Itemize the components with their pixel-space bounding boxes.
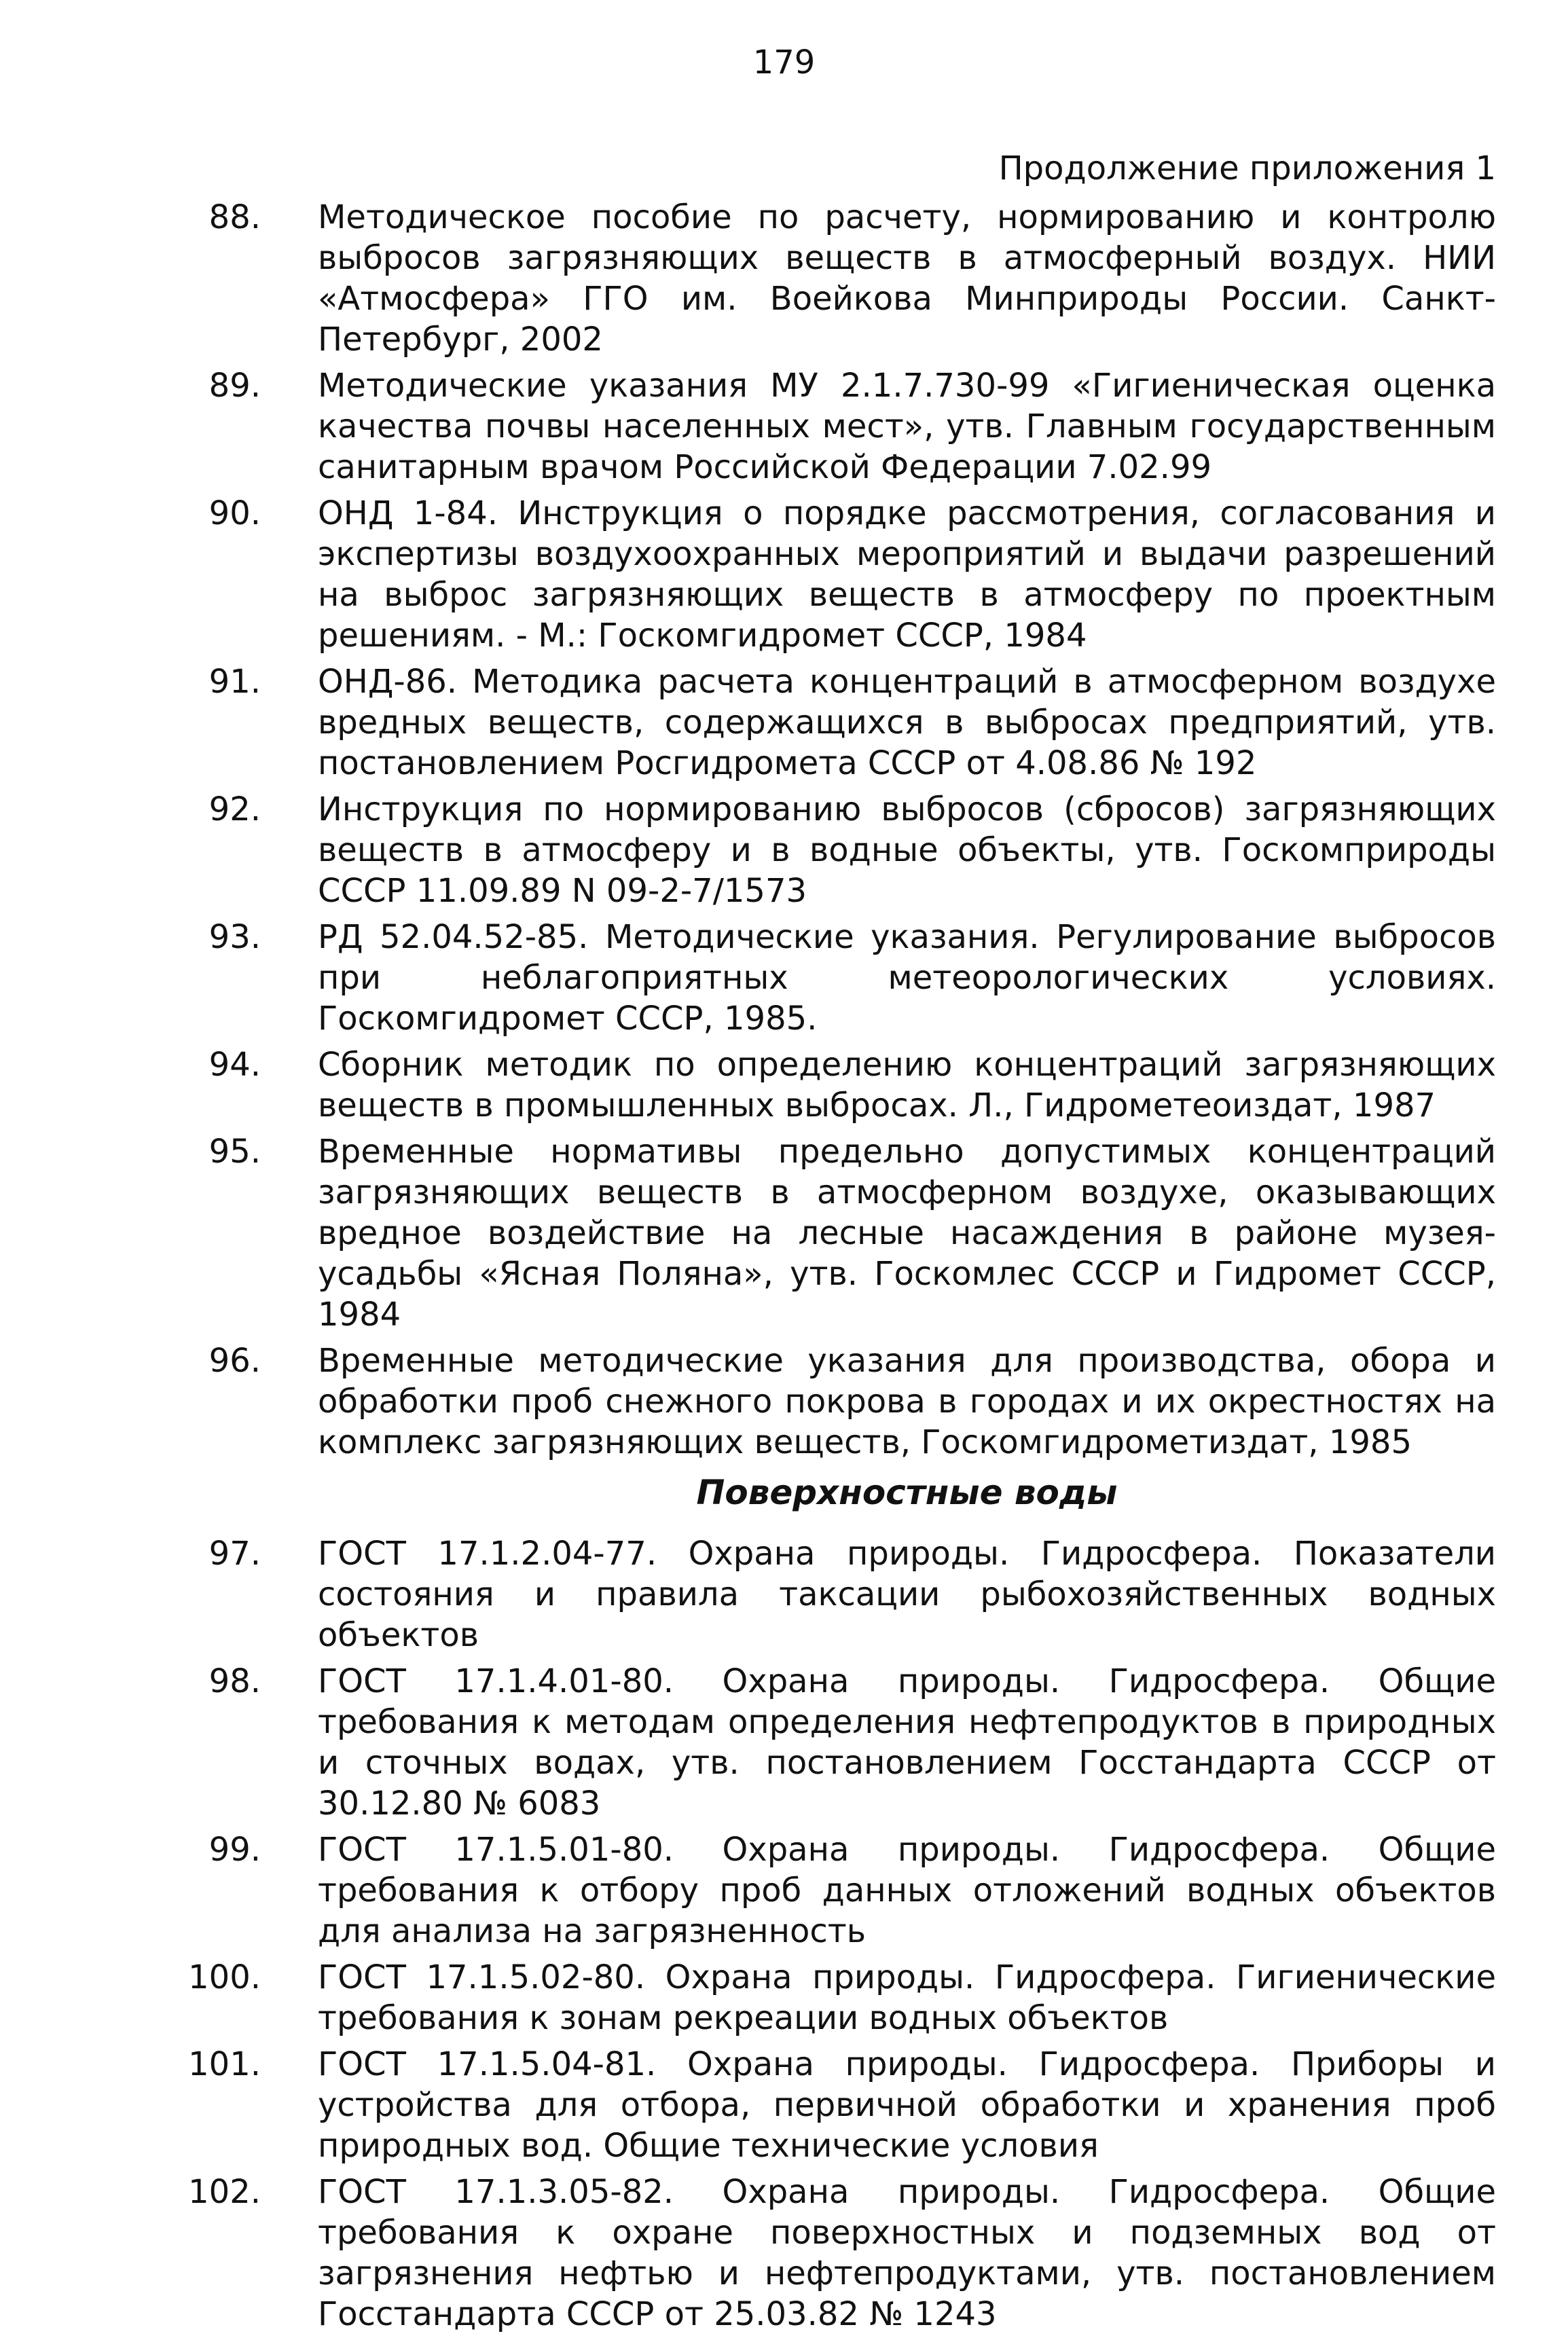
reference-item [0,493,1568,656]
reference-text: Временные нормативы предельно допустимых концентраций загрязняющих веществ в атмосферном воздухе, оказывающих вредное воздействие на лесные насаждения в районе музея-усадьбы «Ясная Поляна», утв. Госкомлес СССР и Гидромет СССР, 1984 [318,1133,1496,1334]
reference-item [0,1340,1568,1463]
reference-number: 101. [188,2045,261,2083]
reference-item [0,1829,1568,1952]
reference-number: 100. [188,1958,261,1996]
reference-item [0,1131,1568,1335]
reference-number: 95. [208,1133,261,1171]
reference-text: Сборник методик по определению концентраций загрязняющих веществ в промышленных выбросах. Л., Гидрометеоиздат, 1987 [318,1046,1496,1125]
continuation-label: Продолжение приложения 1 [998,149,1496,187]
section-heading: Поверхностные воды [696,1473,1118,1512]
reference-number: 91. [208,663,261,701]
reference-text: Временные методические указания для производства, обора и обработки проб снежного покрова в городах и их окрестностях на комплекс загрязняющих веществ, Госкомгидрометиздат, 1985 [318,1342,1496,1461]
page-number: 179 [752,43,816,81]
reference-number: 98. [208,1662,261,1700]
reference-item [0,1533,1568,1656]
reference-text: ГОСТ 17.1.2.04-77. Охрана природы. Гидросфера. Показатели состояния и правила таксации рыбохозяйственных водных объектов [318,1535,1496,1654]
reference-text: ГОСТ 17.1.5.04-81. Охрана природы. Гидросфера. Приборы и устройства для отбора, первичной обработки и хранения проб природных вод. Общие технические условия [318,2045,1496,2165]
reference-text: ГОСТ 17.1.5.02-80. Охрана природы. Гидросфера. Гигиенические требования к зонам рекреации водных объектов [318,1958,1496,2037]
reference-text: ОНД-86. Методика расчета концентраций в атмосферном воздухе вредных веществ, содержащихся в выбросах предприятий, утв. постановлением Росгидромета СССР от 4.08.86 № 192 [318,663,1496,782]
reference-item [0,917,1568,1039]
reference-text: Инструкция по нормированию выбросов (сбросов) загрязняющих веществ в атмосферу и в водные объекты, утв. Госкомприроды СССР 11.09.89 N 09-2-7/1573 [318,790,1496,910]
reference-item [0,1044,1568,1126]
reference-number: 88. [208,198,261,236]
reference-number: 90. [208,494,261,532]
reference-text: РД 52.04.52-85. Методические указания. Регулирование выбросов при неблагоприятных метеорологических условиях. Госкомгидромет СССР, 1985. [318,918,1496,1038]
reference-item [0,365,1568,488]
reference-number: 102. [188,2173,261,2211]
reference-text: ОНД 1-84. Инструкция о порядке рассмотрения, согласования и экспертизы воздухоохранных мероприятий и выдачи разрешений на выброс загрязняющих веществ в атмосферу по проектным решениям. - М.: Госкомгидромет СССР, 1984 [318,494,1496,655]
reference-text: ГОСТ 17.1.5.01-80. Охрана природы. Гидросфера. Общие требования к отбору проб данных отложений водных объектов для анализа на загрязненность [318,1831,1496,1950]
reference-item [0,2044,1568,2166]
reference-text: ГОСТ 17.1.3.05-82. Охрана природы. Гидросфера. Общие требования к охране поверхностных и подземных вод от загрязнения нефтью и нефтепродуктами, утв. постановлением Госстандарта СССР от 25.03.82 № 1243 [318,2173,1496,2333]
reference-item [0,1957,1568,2039]
reference-number: 93. [208,918,261,956]
reference-text: Методическое пособие по расчету, нормированию и контролю выбросов загрязняющих веществ в атмосферный воздух. НИИ «Атмосфера» ГГО им. Воейкова Минприроды России. Санкт-Петербург, 2002 [318,198,1496,359]
reference-item [0,2172,1568,2335]
reference-item [0,1661,1568,1824]
reference-item [0,661,1568,784]
reference-number: 97. [208,1535,261,1573]
reference-number: 99. [208,1831,261,1869]
reference-item [0,197,1568,360]
reference-number: 92. [208,790,261,828]
reference-number: 96. [208,1342,261,1380]
reference-number: 94. [208,1046,261,1084]
reference-item [0,789,1568,911]
reference-text: Методические указания МУ 2.1.7.730-99 «Гигиеническая оценка качества почвы населенных мест», утв. Главным государственным санитарным врачом Российской Федерации 7.02.99 [318,367,1496,486]
reference-text: ГОСТ 17.1.4.01-80. Охрана природы. Гидросфера. Общие требования к методам определения нефтепродуктов в природных и сточных водах, утв. постановлением Госстандарта СССР от 30.12.80 № 6083 [318,1662,1496,1823]
reference-number: 89. [208,367,261,405]
reference-list [0,197,1568,2340]
